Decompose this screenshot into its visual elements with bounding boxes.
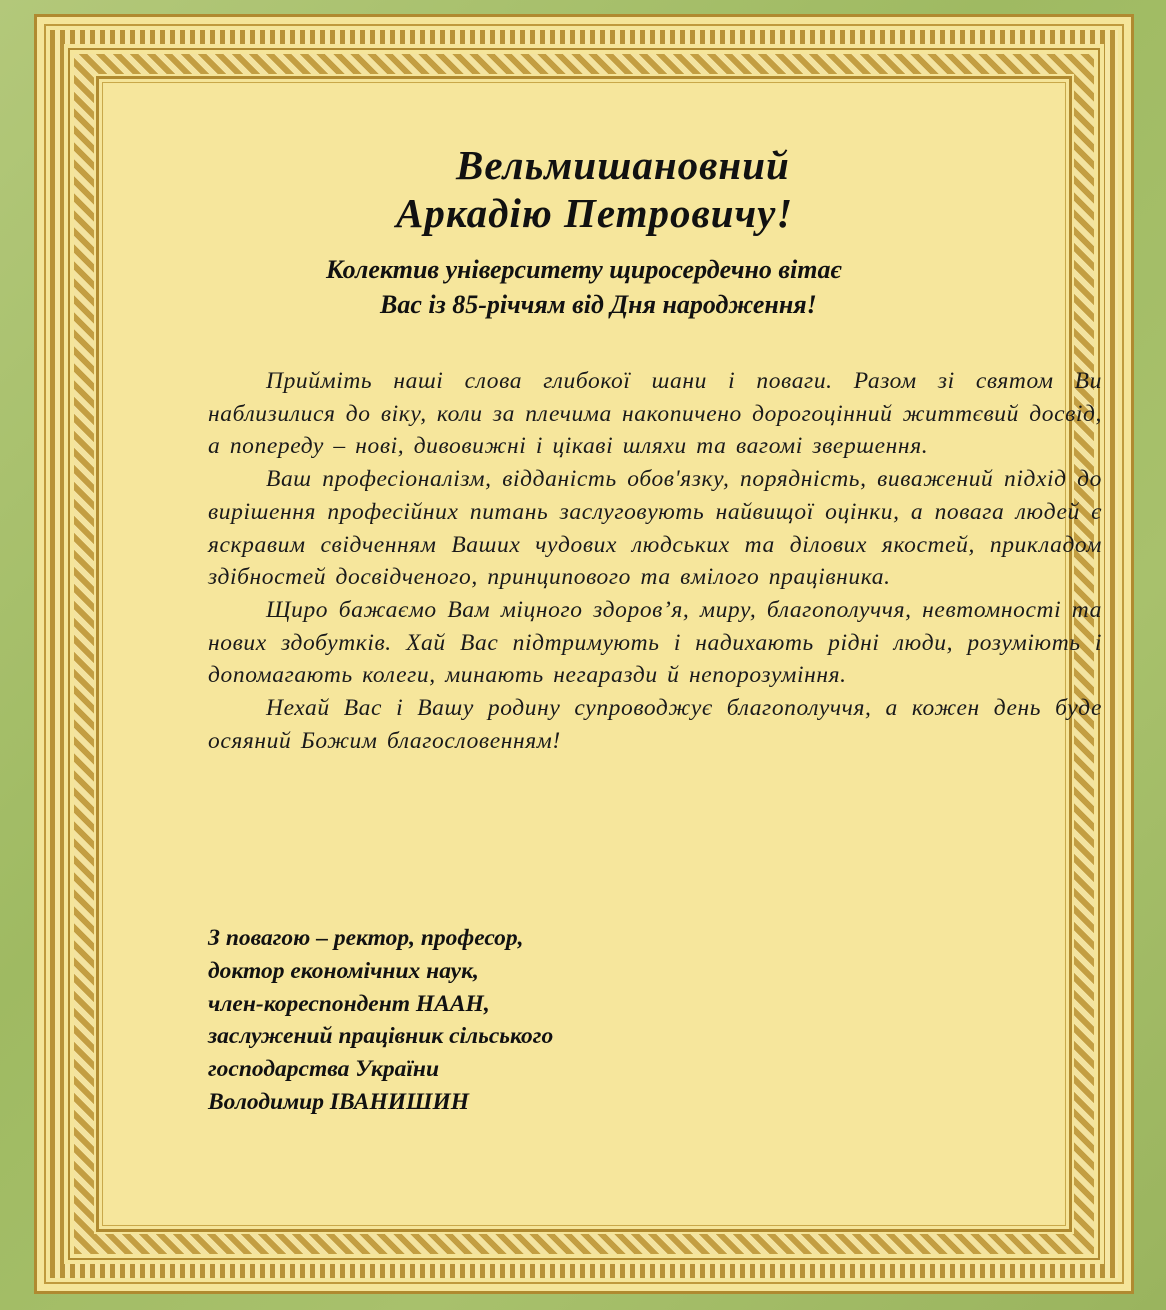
signature-line: доктор економічних наук, (208, 957, 479, 984)
signature-line: заслужений працівник сільського (208, 1023, 554, 1050)
signature-line: З повагою – ректор, професор, (208, 925, 524, 951)
card-content (104, 84, 1102, 1224)
heading-line-2: Аркадію Петровичу! (396, 190, 794, 236)
greeting-card (34, 14, 1134, 1294)
signature-block (208, 922, 553, 1119)
paragraph: Ваш професіоналізм, відданість обов'язку, порядність, виважений підхід до вирішення професійних питань заслуговують найвищої оцінки, а повага людей є яскравим свідченням Ваших чудових людських та ділових якостей, прикладом здібностей досвідченого, принципового та вмілого працівника. (208, 466, 1102, 591)
signature-line: член-кореспондент НААН, (208, 990, 490, 1017)
paragraph: Прийміть наші слова глибокої шани і поваги. Разом зі святом Ви наблизилися до віку, коли за плечима накопичено дорогоцінний життєвий досвід, а попереду – нові, дивовижні і цікаві шляхи та вагомі звершення. (208, 368, 1102, 460)
greeting-line-2: Вас із 85-річчям від Дня народження! (380, 290, 817, 319)
signature-name: Володимир ІВАНИШИН (208, 1088, 470, 1115)
letter-body (208, 365, 1102, 757)
paragraph: Нехай Вас і Вашу родину супроводжує благополуччя, а кожен день буде осяяний Божим благословенням! (208, 695, 1102, 754)
signature-line: господарства України (208, 1056, 440, 1083)
heading-line-1: Вельмишановний (456, 142, 790, 188)
paragraph: Щиро бажаємо Вам міцного здоров’я, миру, благополуччя, невтомності та нових здобутків. Хай Вас підтримують і надихають рідні люди, розуміють і допомагають колеги, минають негаразди й непорозуміння. (208, 596, 1102, 689)
greeting-line-1: Колектив університету щиросердечно вітає (326, 255, 842, 284)
